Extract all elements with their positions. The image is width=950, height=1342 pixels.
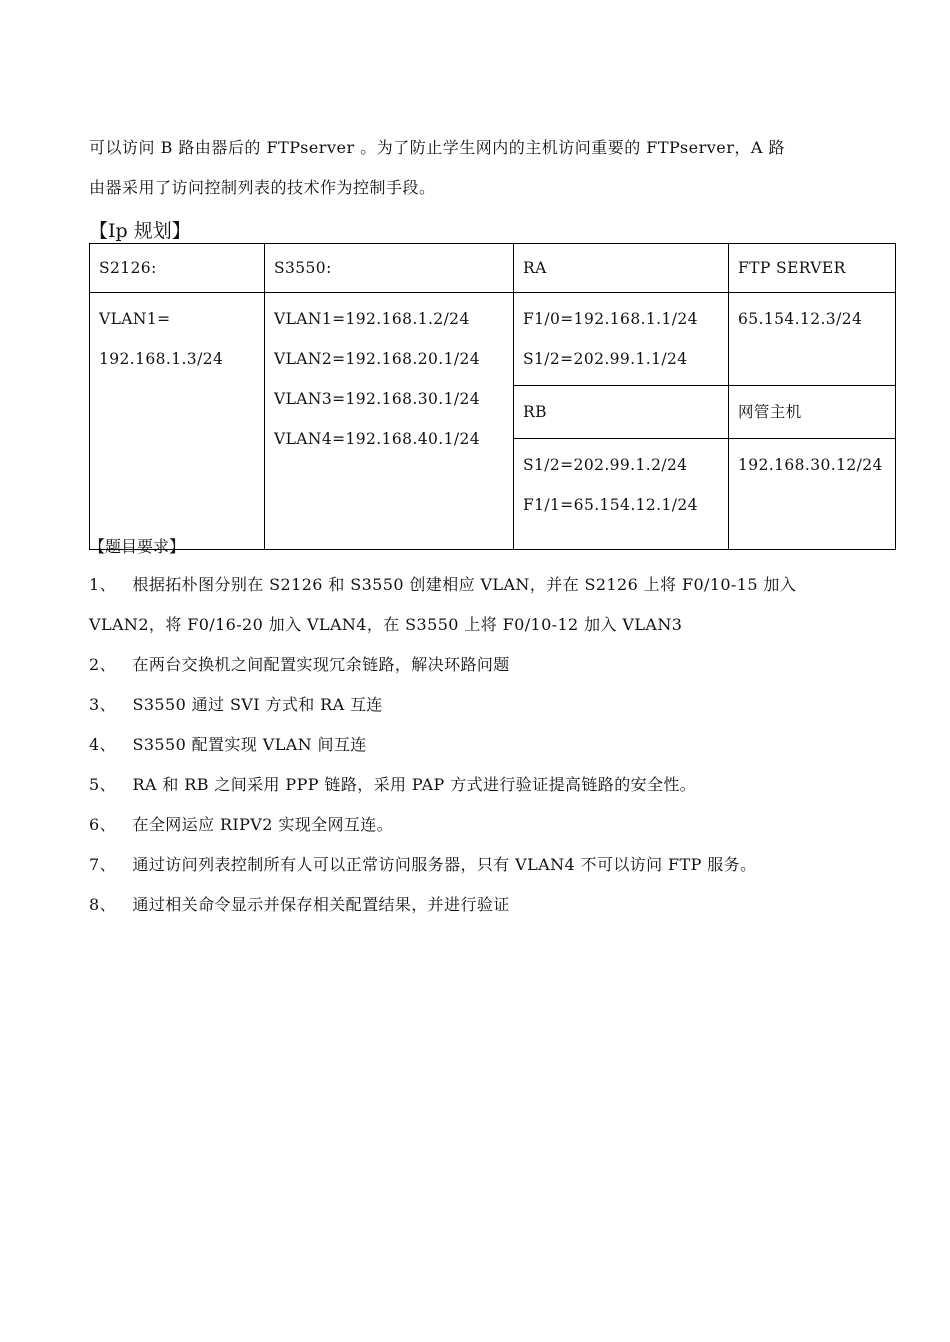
item-number: 7、 [89,855,116,874]
list-item [89,565,889,645]
ra-line: S1/2=202.99.1.1/24 [523,350,688,368]
table-header-row [90,244,896,293]
requirements-list [89,565,889,925]
item-number: 3、 [89,695,116,714]
header-rb: RB [514,386,729,439]
list-item [89,725,889,765]
cell-s3550 [265,293,514,550]
list-item [89,645,889,685]
s3550-line: VLAN1=192.168.1.2/24 [274,310,470,328]
ip-plan-table [89,243,896,550]
item-number: 8、 [89,895,116,914]
item-number: 2、 [89,655,116,674]
cell-rb [514,439,729,550]
header-s2126: S2126: [90,244,265,293]
rb-line: F1/1=65.154.12.1/24 [523,496,698,514]
list-item [89,885,889,925]
item-text-continued: VLAN2，将 F0/16-20 加入 VLAN4，在 S3550 上将 F0/10-12 加入 VLAN3 [89,615,683,634]
item-text: S3550 通过 SVI 方式和 RA 互连 [127,695,383,714]
s2126-line: 192.168.1.3/24 [99,350,224,368]
header-ftp-server: FTP SERVER [729,244,896,293]
list-item [89,805,889,845]
intro-line-2: 由器采用了访问控制列表的技术作为控制手段。 [89,178,436,197]
list-item [89,765,889,805]
list-item [89,685,889,725]
rb-line: S1/2=202.99.1.2/24 [523,456,688,474]
item-number: 6、 [89,815,116,834]
item-text: 在全网运应 RIPV2 实现全网互连。 [127,815,394,834]
item-number: 4、 [89,735,116,754]
item-number: 5、 [89,775,116,794]
item-text: RA 和 RB 之间采用 PPP 链路，采用 PAP 方式进行验证提高链路的安全性。 [127,775,697,794]
item-number: 1、 [89,575,116,594]
intro-line-1: 可以访问 B 路由器后的 FTPserver 。为了防止学生网内的主机访问重要的 FTPserver，A 路 [89,138,786,157]
s3550-line: VLAN3=192.168.30.1/24 [274,390,480,408]
cell-mgmt-host: 192.168.30.12/24 [729,439,896,550]
ra-line: F1/0=192.168.1.1/24 [523,310,698,328]
item-text: 在两台交换机之间配置实现冗余链路，解决环路问题 [127,655,510,674]
item-text: S3550 配置实现 VLAN 间互连 [127,735,367,754]
requirements-title: 【题目要求】 [89,537,186,556]
cell-s2126 [90,293,265,550]
item-text: 根据拓朴图分别在 S2126 和 S3550 创建相应 VLAN，并在 S2126 上将 F0/10-15 加入 [127,575,797,594]
intro-paragraph [89,128,879,208]
cell-ra [514,293,729,386]
list-item [89,845,889,885]
item-text: 通过相关命令显示并保存相关配置结果，并进行验证 [127,895,510,914]
header-mgmt-host: 网管主机 [729,386,896,439]
s3550-line: VLAN4=192.168.40.1/24 [274,430,480,448]
header-ra: RA [514,244,729,293]
s2126-line: VLAN1= [99,310,171,328]
header-s3550: S3550: [265,244,514,293]
s3550-line: VLAN2=192.168.20.1/24 [274,350,480,368]
cell-ftp-server: 65.154.12.3/24 [729,293,896,386]
ip-plan-title: 【Ip 规划】 [89,220,191,242]
table-row [90,293,896,386]
item-text: 通过访问列表控制所有人可以正常访问服务器，只有 VLAN4 不可以访问 FTP 服务。 [127,855,757,874]
